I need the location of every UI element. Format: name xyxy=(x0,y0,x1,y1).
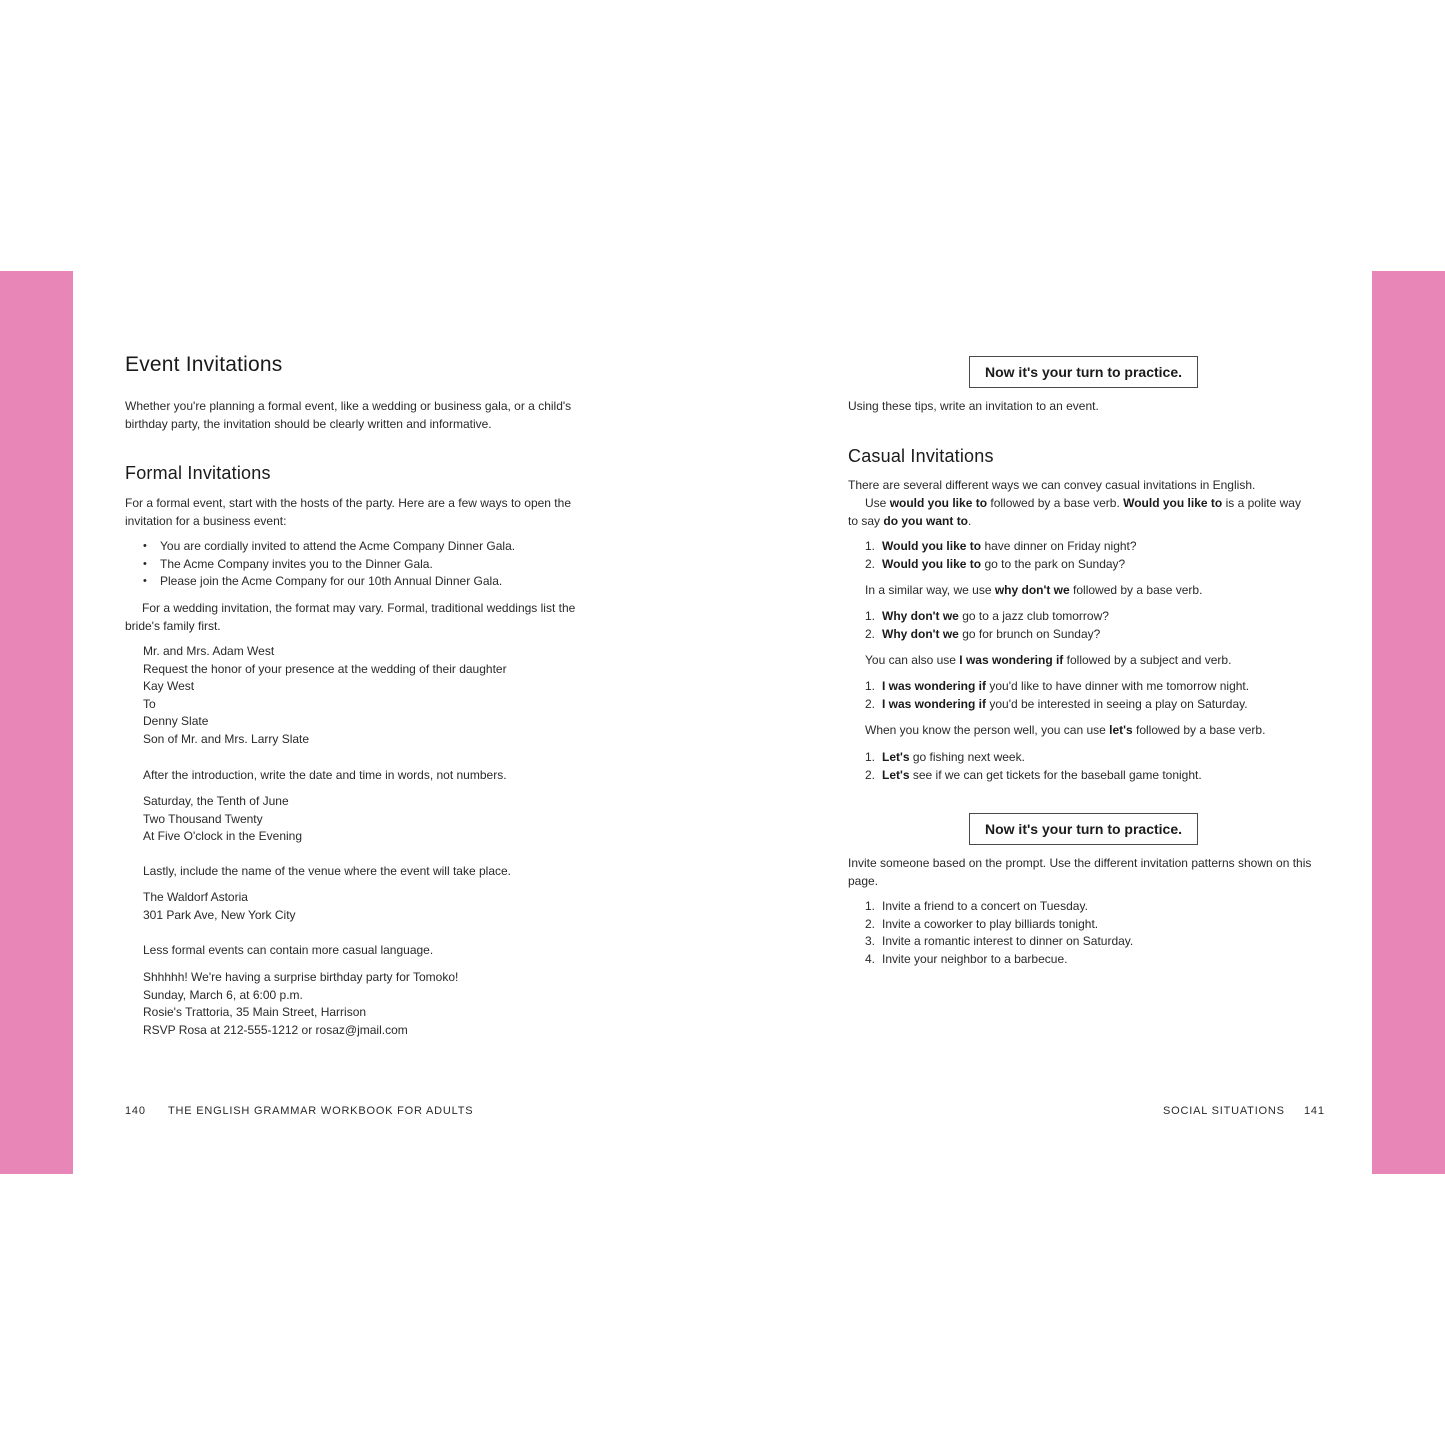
phrase-bold: Let's xyxy=(882,767,910,782)
list-item: • The Acme Company invites you to the Dinner Gala. xyxy=(143,556,603,574)
example-line: Shhhhh! We're having a surprise birthday party for Tomoko! xyxy=(143,970,459,984)
business-openings-list xyxy=(143,538,603,591)
text-run: When you know the person well, you can use xyxy=(865,723,1110,737)
phrase-bold: let's xyxy=(1109,723,1133,737)
list-number: 1. xyxy=(865,750,876,764)
list-item xyxy=(865,749,1325,767)
practice-instructions: Invite someone based on the prompt. Use the different invitation patterns shown on this page. xyxy=(848,856,1312,888)
right-page-number: 141 xyxy=(1304,1105,1325,1117)
list-number: 4. xyxy=(865,951,876,966)
text-run: Invite a coworker to play billiards tonight. xyxy=(882,916,1099,931)
practice-callout: Now it's your turn to practice. xyxy=(969,813,1198,845)
text-run: see if we can get tickets for the baseball game tonight. xyxy=(909,767,1202,782)
example-line: Mr. and Mrs. Adam West xyxy=(143,644,275,658)
example-line: To xyxy=(143,696,156,711)
phrase-bold: Why don't we xyxy=(882,626,959,641)
text-run: is a polite way xyxy=(1222,496,1301,510)
list-item xyxy=(865,916,1325,934)
example-line: Saturday, the Tenth of June xyxy=(143,794,289,808)
list-number: 1. xyxy=(865,609,876,623)
example-line: RSVP Rosa at 212-555-1212 or rosaz@jmail.com xyxy=(143,1022,408,1037)
page-title: Event Invitations xyxy=(125,353,283,376)
list-number: 2. xyxy=(865,626,876,641)
list-number: 2. xyxy=(865,696,876,711)
intro-paragraph: Whether you're planning a formal event, like a wedding or business gala, or a child's birthday party, the invitation should be clearly written and informative. xyxy=(125,399,572,431)
text-run: Invite a romantic interest to dinner on Saturday. xyxy=(882,934,1134,949)
phrase-bold: do you want to xyxy=(883,513,969,528)
text-run: Use xyxy=(865,496,890,510)
wedding-paragraph: For a wedding invitation, the format may vary. Formal, traditional weddings list the bride's family first. xyxy=(125,601,576,633)
text-run: followed by a base verb. xyxy=(1132,723,1266,737)
list-item xyxy=(865,951,1325,969)
would-you-like-examples xyxy=(865,538,1325,573)
i-was-wondering-paragraph xyxy=(865,652,1325,670)
venue-example xyxy=(143,889,603,924)
list-number: 2. xyxy=(865,556,876,571)
lets-examples xyxy=(865,749,1325,784)
phrase-bold: I was wondering if xyxy=(882,696,987,711)
example-line: 301 Park Ave, New York City xyxy=(143,907,296,922)
list-item xyxy=(865,556,1325,574)
text-run: Invite your neighbor to a barbecue. xyxy=(882,951,1068,966)
casual-heading: Casual Invitations xyxy=(848,446,994,466)
would-you-like-paragraph xyxy=(848,495,1323,530)
text-run: you'd like to have dinner with me tomorrow night. xyxy=(986,679,1250,693)
text-run: have dinner on Friday night? xyxy=(981,539,1137,553)
list-number: 1. xyxy=(865,679,876,693)
text-run: You can also use xyxy=(865,653,960,667)
list-item xyxy=(865,678,1325,696)
phrase-bold: I was wondering if xyxy=(882,679,987,693)
casual-intro: There are several different ways we can convey casual invitations in English. xyxy=(848,478,1256,492)
phrase-bold: why don't we xyxy=(994,583,1070,597)
formal-heading: Formal Invitations xyxy=(125,463,271,483)
list-item xyxy=(865,696,1325,714)
casual-language-paragraph: Less formal events can contain more casual language. xyxy=(143,943,434,957)
phrase-bold: Would you like to xyxy=(882,539,982,553)
date-paragraph: After the introduction, write the date and time in words, not numbers. xyxy=(143,768,507,782)
example-line: Sunday, March 6, at 6:00 p.m. xyxy=(143,987,303,1002)
example-line: Kay West xyxy=(143,679,195,694)
left-running-head: THE ENGLISH GRAMMAR WORKBOOK FOR ADULTS xyxy=(168,1105,474,1117)
date-example xyxy=(143,793,603,846)
text-run: go fishing next week. xyxy=(909,750,1025,764)
i-was-wondering-examples xyxy=(865,678,1325,713)
text-run: followed by a subject and verb. xyxy=(1063,653,1232,667)
text-run: . xyxy=(968,513,972,528)
example-line: The Waldorf Astoria xyxy=(143,890,248,904)
text-run: you'd be interested in seeing a play on Saturday. xyxy=(986,696,1248,711)
list-item xyxy=(865,898,1325,916)
text-run: to say xyxy=(848,513,884,528)
list-item xyxy=(865,767,1325,785)
phrase-bold: Would you like to xyxy=(1123,496,1223,510)
list-item xyxy=(865,933,1325,951)
list-item xyxy=(865,538,1325,556)
example-line: Son of Mr. and Mrs. Larry Slate xyxy=(143,731,310,746)
list-number: 3. xyxy=(865,934,876,949)
right-accent-band xyxy=(1372,271,1445,1174)
right-running-head: SOCIAL SITUATIONS xyxy=(1163,1105,1285,1117)
text-run: go to a jazz club tomorrow? xyxy=(958,609,1109,623)
practice-callout: Now it's your turn to practice. xyxy=(969,356,1198,388)
wedding-invitation-example xyxy=(143,643,603,749)
venue-paragraph: Lastly, include the name of the venue where the event will take place. xyxy=(143,864,511,878)
example-line: Request the honor of your presence at the wedding of their daughter xyxy=(143,661,507,676)
why-dont-we-examples xyxy=(865,608,1325,643)
text-run: followed by a base verb. xyxy=(987,496,1124,510)
list-item xyxy=(865,626,1325,644)
list-item xyxy=(865,608,1325,626)
left-accent-band xyxy=(0,271,73,1174)
example-line: At Five O'clock in the Evening xyxy=(143,829,303,844)
list-number: 2. xyxy=(865,767,876,782)
phrase-bold: Let's xyxy=(882,750,910,764)
why-dont-we-paragraph xyxy=(865,582,1325,600)
example-line: Two Thousand Twenty xyxy=(143,811,263,826)
phrase-bold: Why don't we xyxy=(882,609,959,623)
example-line: Rosie's Trattoria, 35 Main Street, Harrison xyxy=(143,1005,367,1020)
phrase-bold: I was wondering if xyxy=(959,653,1064,667)
text-run: In a similar way, we use xyxy=(865,583,995,597)
list-number: 1. xyxy=(865,539,876,553)
phrase-bold: Would you like to xyxy=(882,556,982,571)
list-number: 1. xyxy=(865,899,876,913)
invitation-prompts xyxy=(865,898,1325,968)
left-page-number: 140 xyxy=(125,1105,146,1117)
text-run: Invite a friend to a concert on Tuesday. xyxy=(882,899,1088,913)
text-run: go to the park on Sunday? xyxy=(981,556,1126,571)
practice-instructions: Using these tips, write an invitation to an event. xyxy=(848,399,1099,413)
formal-intro: For a formal event, start with the hosts of the party. Here are a few ways to open the invitation for a business event: xyxy=(125,496,571,528)
birthday-party-example xyxy=(143,969,603,1039)
example-line: Denny Slate xyxy=(143,714,209,729)
list-item: • You are cordially invited to attend the Acme Company Dinner Gala. xyxy=(143,538,603,556)
text-run: go for brunch on Sunday? xyxy=(958,626,1101,641)
lets-paragraph xyxy=(865,722,1325,740)
list-number: 2. xyxy=(865,916,876,931)
list-item: • Please join the Acme Company for our 10th Annual Dinner Gala. xyxy=(143,573,603,591)
text-run: followed by a base verb. xyxy=(1069,583,1203,597)
phrase-bold: would you like to xyxy=(889,496,988,510)
